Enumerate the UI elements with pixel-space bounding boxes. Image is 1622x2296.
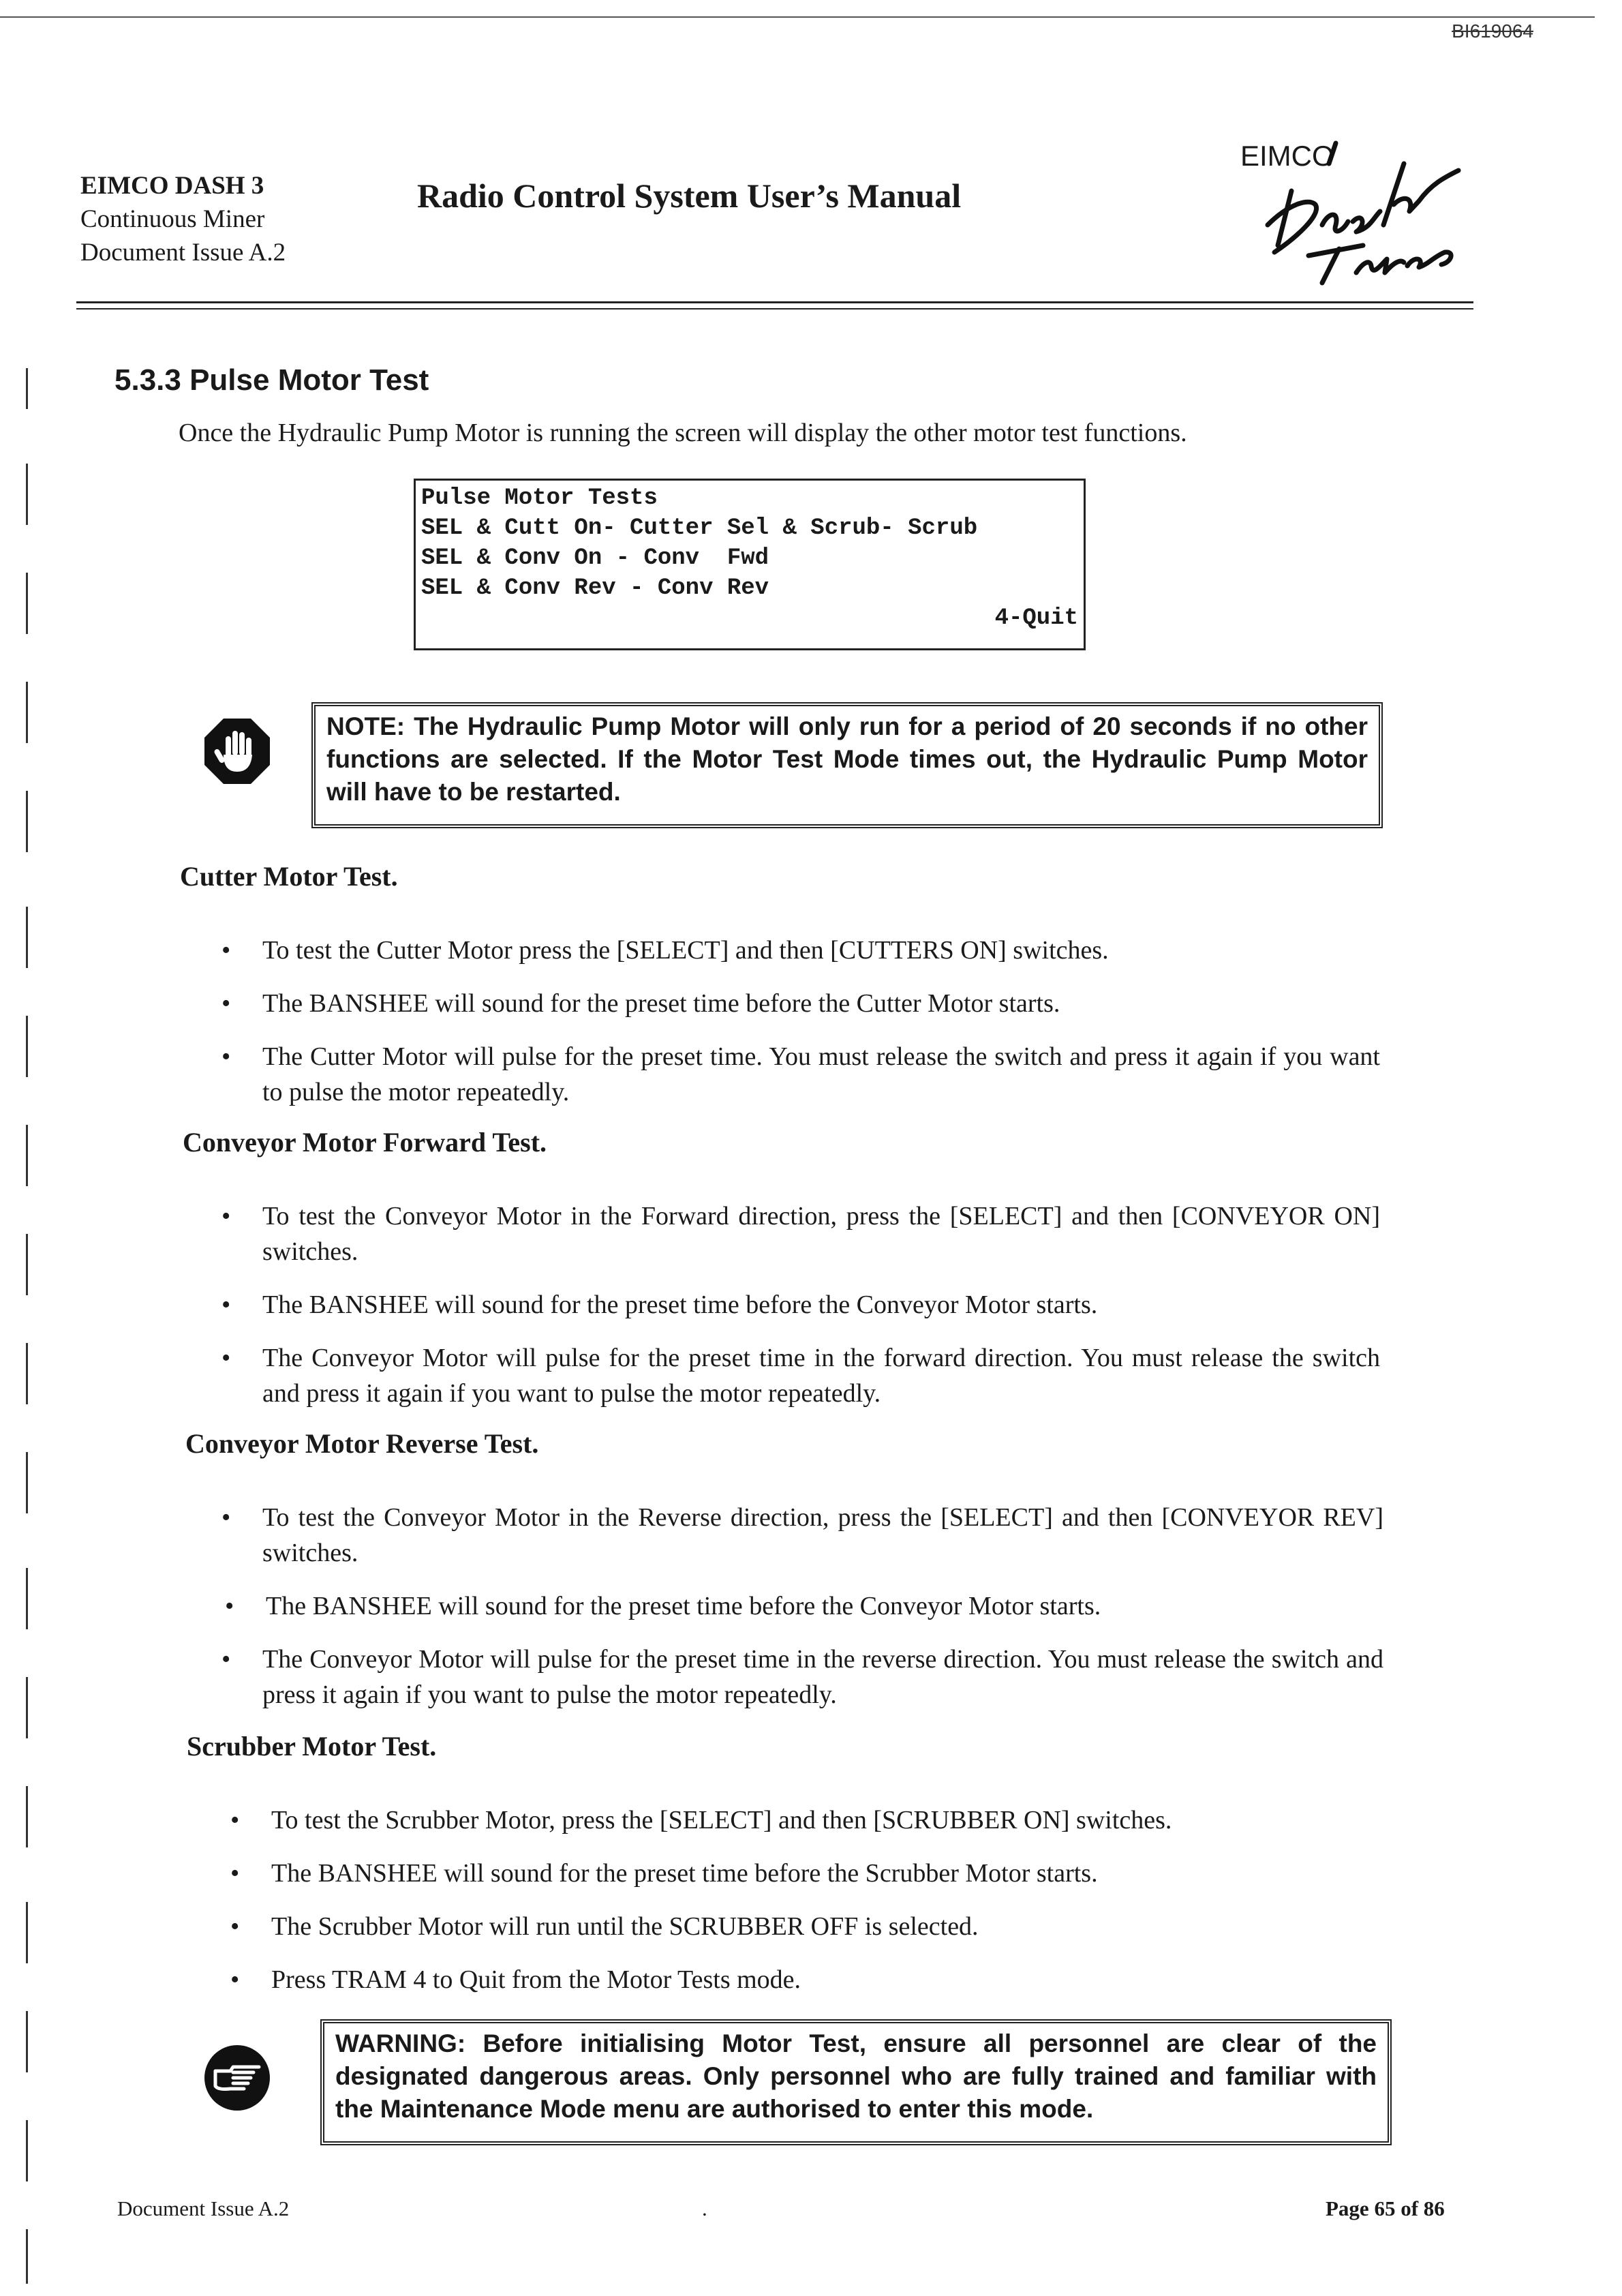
screen-line: SEL & Cutt On- Cutter Sel & Scrub- Scrub [421, 515, 978, 541]
subsection-title: Conveyor Motor Forward Test. [183, 1127, 547, 1158]
warning-callout: WARNING: Before initialising Motor Test, ensure all personnel are clear of the designated dangerous areas. Only personnel who are fully trained and familiar with the Maintenance Mode menu are authorised to enter this mode. [320, 2019, 1392, 2145]
list-item-text: The Cutter Motor will pulse for the preset time. You must release the switch and press it again if you want to pulse the motor repeatedly. [262, 1042, 1380, 1106]
list-item-text: Press TRAM 4 to Quit from the Motor Tests mode. [271, 1965, 801, 1994]
list-item-text: The BANSHEE will sound for the preset time before the Conveyor Motor starts. [266, 1592, 1101, 1620]
stop-hand-icon [203, 717, 271, 785]
dash-three-logo [1227, 136, 1486, 286]
binder-mark [18, 368, 28, 409]
binder-mark [18, 1234, 28, 1295]
page-number: Page 65 of 86 [1326, 2196, 1445, 2220]
footer-issue: Document Issue A.2 [117, 2196, 290, 2220]
screen-line: Pulse Motor Tests [421, 485, 658, 511]
header-rule-thin [76, 308, 1473, 309]
binder-mark [18, 2011, 28, 2072]
subsection-title: Conveyor Motor Reverse Test. [185, 1428, 539, 1459]
binder-mark [18, 1568, 28, 1629]
list-item-text: To test the Cutter Motor press the [SELECT] and then [CUTTERS ON] switches. [262, 936, 1109, 965]
subsection-title: Scrubber Motor Test. [187, 1731, 437, 1762]
binder-mark [18, 2229, 28, 2284]
list-item-text: The BANSHEE will sound for the preset time before the Cutter Motor starts. [262, 989, 1060, 1018]
list-item-text: The Scrubber Motor will run until the SCRUBBER OFF is selected. [271, 1912, 979, 1941]
list-item: • The BANSHEE will sound for the preset time before the Conveyor Motor starts. [221, 1290, 1098, 1319]
product-type: Continuous Miner [80, 205, 265, 233]
binder-mark [18, 573, 28, 634]
list-item-text: To test the Scrubber Motor, press the [SELECT] and then [SCRUBBER ON] switches. [271, 1806, 1172, 1834]
binder-mark [18, 1343, 28, 1404]
header-left [80, 169, 286, 269]
list-item: • The BANSHEE will sound for the preset time before the Cutter Motor starts. [221, 989, 1060, 1018]
screen-line: SEL & Conv Rev - Conv Rev [421, 575, 769, 601]
list-item: • The BANSHEE will sound for the preset time before the Conveyor Motor starts. [225, 1592, 1101, 1620]
footer-dot: . [702, 2196, 707, 2220]
header-issue: Document Issue A.2 [80, 239, 286, 267]
logo-eimco: EIMCO [1240, 140, 1334, 172]
binder-mark [18, 1016, 28, 1077]
top-scan-rule [0, 16, 1595, 18]
manual-title: Radio Control System User’s Manual [417, 177, 962, 215]
binder-mark [18, 2120, 28, 2181]
binder-mark [18, 464, 28, 525]
list-item-text: To test the Conveyor Motor in the Forward direction, press the [SELECT] and then [CONVEYOR ON] switches. [262, 1202, 1380, 1266]
screen-quit-label: 4-Quit [994, 605, 1078, 631]
list-item-text: To test the Conveyor Motor in the Reverse direction, press the [SELECT] and then [CONVEYOR REV] switches. [262, 1503, 1383, 1567]
binder-mark [18, 682, 28, 743]
pointing-hand-icon [203, 2044, 271, 2112]
list-item: • To test the Scrubber Motor, press the [SELECT] and then [SCRUBBER ON] switches. [230, 1806, 1172, 1834]
binder-mark [18, 1452, 28, 1513]
list-item: • The Conveyor Motor will pulse for the preset time in the reverse direction. You must release the switch and press it again if you want to pulse the motor repeatedly. [221, 1645, 1383, 1709]
binder-mark [18, 907, 28, 968]
product-name: EIMCO DASH 3 [80, 172, 264, 200]
list-item: • To test the Cutter Motor press the [SELECT] and then [CUTTERS ON] switches. [221, 936, 1109, 965]
binder-mark [18, 1902, 28, 1963]
screen-line: SEL & Conv On - Conv Fwd [421, 545, 769, 571]
subsection-title: Cutter Motor Test. [180, 861, 398, 892]
list-item-text: The Conveyor Motor will pulse for the preset time in the forward direction. You must release the switch and press it again if you want to pulse the motor repeatedly. [262, 1344, 1380, 1408]
section-heading: 5.3.3 Pulse Motor Test [114, 363, 429, 397]
header-rule [76, 301, 1473, 303]
list-item: • To test the Conveyor Motor in the Reverse direction, press the [SELECT] and then [CONVEYOR REV] switches. [221, 1503, 1383, 1567]
list-item: • The BANSHEE will sound for the preset time before the Scrubber Motor starts. [230, 1859, 1098, 1888]
binder-mark [18, 1125, 28, 1186]
note-callout: NOTE: The Hydraulic Pump Motor will only run for a period of 20 seconds if no other functions are selected. If the Motor Test Mode times out, the Hydraulic Pump Motor will have to be restarted. [311, 702, 1383, 828]
lcd-screen-display [414, 479, 1086, 650]
list-item-text: The BANSHEE will sound for the preset time before the Conveyor Motor starts. [262, 1290, 1098, 1319]
list-item: • Press TRAM 4 to Quit from the Motor Tests mode. [230, 1965, 801, 1994]
section-intro: Once the Hydraulic Pump Motor is running the screen will display the other motor test functions. [179, 419, 1187, 447]
list-item-text: The BANSHEE will sound for the preset time before the Scrubber Motor starts. [271, 1859, 1098, 1888]
list-item: • The Conveyor Motor will pulse for the preset time in the forward direction. You must release the switch and press it again if you want to pulse the motor repeatedly. [221, 1344, 1380, 1408]
list-item: • The Cutter Motor will pulse for the preset time. You must release the switch and press it again if you want to pulse the motor repeatedly. [221, 1042, 1380, 1106]
binder-mark [18, 1677, 28, 1738]
list-item: • To test the Conveyor Motor in the Forward direction, press the [SELECT] and then [CONVEYOR ON] switches. [221, 1202, 1380, 1266]
binder-mark [18, 791, 28, 852]
list-item: • The Scrubber Motor will run until the SCRUBBER OFF is selected. [230, 1912, 979, 1941]
document-id: BI619064 [1452, 20, 1533, 42]
binder-mark [18, 1786, 28, 1847]
list-item-text: The Conveyor Motor will pulse for the preset time in the reverse direction. You must release the switch and press it again if you want to pulse the motor repeatedly. [262, 1645, 1383, 1709]
